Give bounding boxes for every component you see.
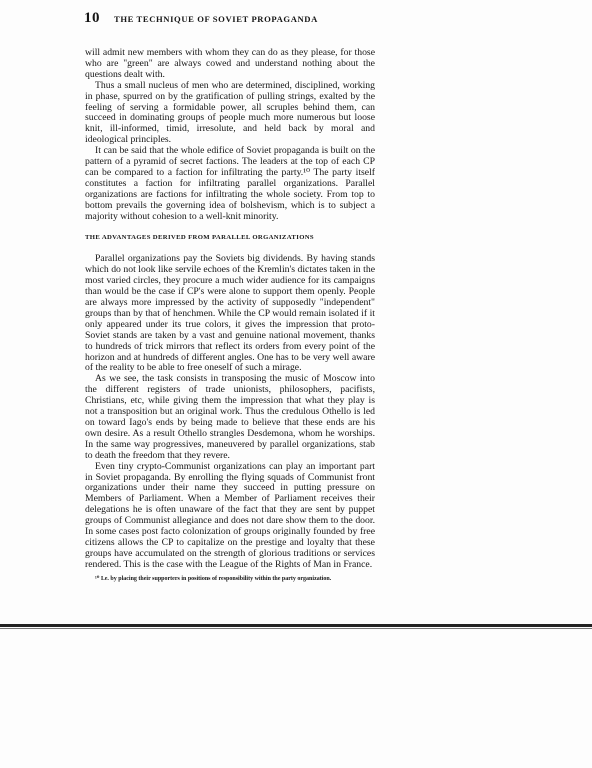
bottom-rule (0, 624, 592, 627)
paragraph: Thus a small nucleus of men who are determined, disciplined, working in phase, spurred on by the gratification of pulling strings, exalted by the feeling of serving a formidable power, all scruples behind them, can succeed in dominating groups of people much more numerous but loose knit, ill-informed, timid, irresolute, and held back by moral and ideological principles. (85, 79, 375, 146)
running-head: THE TECHNIQUE OF SOVIET PROPAGANDA (114, 14, 318, 24)
paragraph: Parallel organizations pay the Soviets big dividends. By having stands which do not look like servile echoes of the Kremlin's dictates taken in the most varied circles, they procure a much wider audience for its campaigns than would be the case if CP's were alone to support them openly. People are always more impressed by the activity of supposedly "independent" groups than by that of henchmen. While the CP would remain isolated if it only appeared under its true colors, it gives the impression that proto-Soviet stands are taken by a vast and genuine national movement, thanks to hundreds of trick mirrors that reflect its orders from every point of the horizon and at hundreds of different angles. One has to be very well aware of the reality to be able to free oneself of such a mirage. (85, 253, 375, 374)
paragraph: will admit new members with whom they can do as they please, for those who are "green" are always cowed and understand nothing about the questions dealt with. (85, 47, 375, 80)
section-heading: THE ADVANTAGES DERIVED FROM PARALLEL ORGANIZATIONS (85, 233, 314, 241)
body-text (85, 48, 375, 583)
paragraph: Even tiny crypto-Communist organizations can play an important part in Soviet propaganda. By enrolling the flying squads of Communist front organizations under their name they succeed in putting pressure on Members of Parliament. When a Member of Parliament receives their delegations he is often unaware of the fact that they are sent by puppet groups of Communist allegiance and does not dare show them to the door. In some cases post facto colonization of groups originally founded by free citizens allows the CP to capitalize on the prestige and loyalty that these groups have accumulated on the strength of glorious traditions or services rendered. This is the case with the League of the Rights of Man in France. (85, 460, 375, 570)
bottom-rule-thin (0, 628, 592, 629)
footnote: ¹⁰ I.e. by placing their supporters in positions of responsibility within the party organization. (95, 575, 332, 582)
page-header (84, 10, 384, 26)
paragraph: It can be said that the whole edifice of Soviet propaganda is built on the pattern of a pyramid of secret factions. The leaders at the top of each CP can be compared to a faction for infiltrating the party.¹⁰ The party itself constitutes a faction for infiltrating parallel organizations. Parallel organizations are factions for infiltrating the whole society. From top to bottom prevails the governing idea of bolshevism, which is to subject a majority without cohesion to a well-knit minority. (85, 145, 375, 222)
page-number: 10 (84, 10, 100, 26)
paragraph: As we see, the task consists in transposing the music of Moscow into the different registers of trade unionists, philosophers, pacifists, Christians, etc, while giving them the impression that what they play is not a transposition but an original work. Thus the credulous Othello is led on toward Iago's ends by being made to believe that these ends are his own desire. As a result Othello strangles Desdemona, whom he worships. In the same way progressives, maneuvered by parallel organizations, stab to death the freedom that they revere. (85, 373, 375, 461)
